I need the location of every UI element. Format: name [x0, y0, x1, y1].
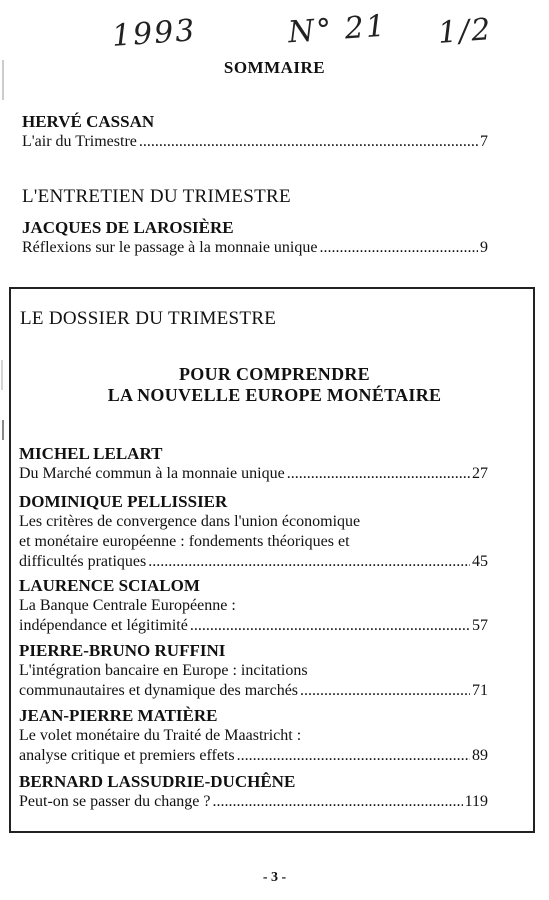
entry-title-line: Les critères de convergence dans l'union économique: [19, 513, 361, 530]
dot-leader: [287, 464, 470, 484]
dot-leader: [237, 746, 470, 766]
handwritten-year: 1993: [110, 13, 198, 54]
section-heading-dossier: LE DOSSIER DU TRIMESTRE: [20, 308, 277, 329]
toc-entry-pellissier: [19, 492, 488, 572]
dossier-title-line2: LA NOUVELLE EUROPE MONÉTAIRE: [107, 385, 442, 405]
toc-entry-scialom: [19, 576, 488, 636]
toc-entry-ruffini: [19, 641, 488, 701]
handwritten-annotation: [0, 6, 549, 62]
entry-author: LAURENCE SCIALOM: [19, 576, 200, 595]
toc-entry-lelart: [19, 444, 488, 484]
page-number: 119: [464, 793, 488, 810]
toc-entry-matiere: [19, 706, 488, 766]
dossier-title-line1: POUR COMPRENDRE: [179, 364, 370, 384]
handwritten-number: N° 21: [286, 8, 389, 51]
entry-author: JACQUES DE LAROSIÈRE: [22, 218, 234, 237]
toc-entry-cassan: [22, 112, 488, 152]
scan-margin-marks: [0, 60, 6, 620]
dot-leader: [213, 792, 463, 812]
dot-leader: [148, 552, 470, 572]
toc-entry-lassudrie-duchene: [19, 772, 488, 812]
page-number: 7: [480, 133, 488, 150]
entry-author: MICHEL LELART: [19, 444, 163, 463]
dot-leader: [319, 238, 478, 258]
dot-leader: [190, 616, 470, 636]
entry-title: Du Marché commun à la monnaie unique: [19, 465, 285, 482]
dot-leader: [139, 132, 478, 152]
toc-line[interactable]: [19, 681, 488, 701]
toc-line[interactable]: [19, 792, 488, 812]
entry-author: BERNARD LASSUDRIE-DUCHÊNE: [19, 772, 296, 791]
page-number: 9: [480, 239, 488, 256]
page-number: 45: [472, 553, 488, 570]
page-number: 89: [472, 747, 488, 764]
entry-author: HERVÉ CASSAN: [22, 112, 155, 131]
entry-author: PIERRE-BRUNO RUFFINI: [19, 641, 226, 660]
entry-title: communautaires et dynamique des marchés: [19, 682, 299, 699]
page-title: SOMMAIRE: [223, 58, 326, 77]
page-footer-number: - 3 -: [262, 870, 287, 885]
page-number: 27: [472, 465, 488, 482]
toc-entry-larosiere: [22, 218, 488, 258]
toc-line[interactable]: [19, 746, 488, 766]
entry-title: analyse critique et premiers effets: [19, 747, 235, 764]
entry-title: Réflexions sur le passage à la monnaie unique: [22, 239, 318, 256]
entry-title: L'air du Trimestre: [22, 133, 137, 150]
toc-line[interactable]: [22, 132, 488, 152]
toc-line[interactable]: [19, 464, 488, 484]
toc-line[interactable]: [19, 552, 488, 572]
entry-title: Peut-on se passer du change ?: [19, 793, 211, 810]
page-number: 57: [472, 617, 488, 634]
entry-title-line: L'intégration bancaire en Europe : incitations: [19, 662, 308, 679]
entry-title: difficultés pratiques: [19, 553, 147, 570]
toc-line[interactable]: [19, 616, 488, 636]
section-heading-entretien: L'ENTRETIEN DU TRIMESTRE: [22, 186, 291, 207]
handwritten-fraction: 1/2: [436, 12, 494, 51]
entry-title: indépendance et légitimité: [19, 617, 188, 634]
entry-title-line: Le volet monétaire du Traité de Maastricht :: [19, 727, 302, 744]
dot-leader: [300, 681, 470, 701]
entry-author: DOMINIQUE PELLISSIER: [19, 492, 228, 511]
entry-title-line: La Banque Centrale Européenne :: [19, 597, 236, 614]
entry-title-line: et monétaire européenne : fondements théoriques et: [19, 533, 350, 550]
toc-line[interactable]: [22, 238, 488, 258]
page-number: 71: [472, 682, 488, 699]
entry-author: JEAN-PIERRE MATIÈRE: [19, 706, 218, 725]
